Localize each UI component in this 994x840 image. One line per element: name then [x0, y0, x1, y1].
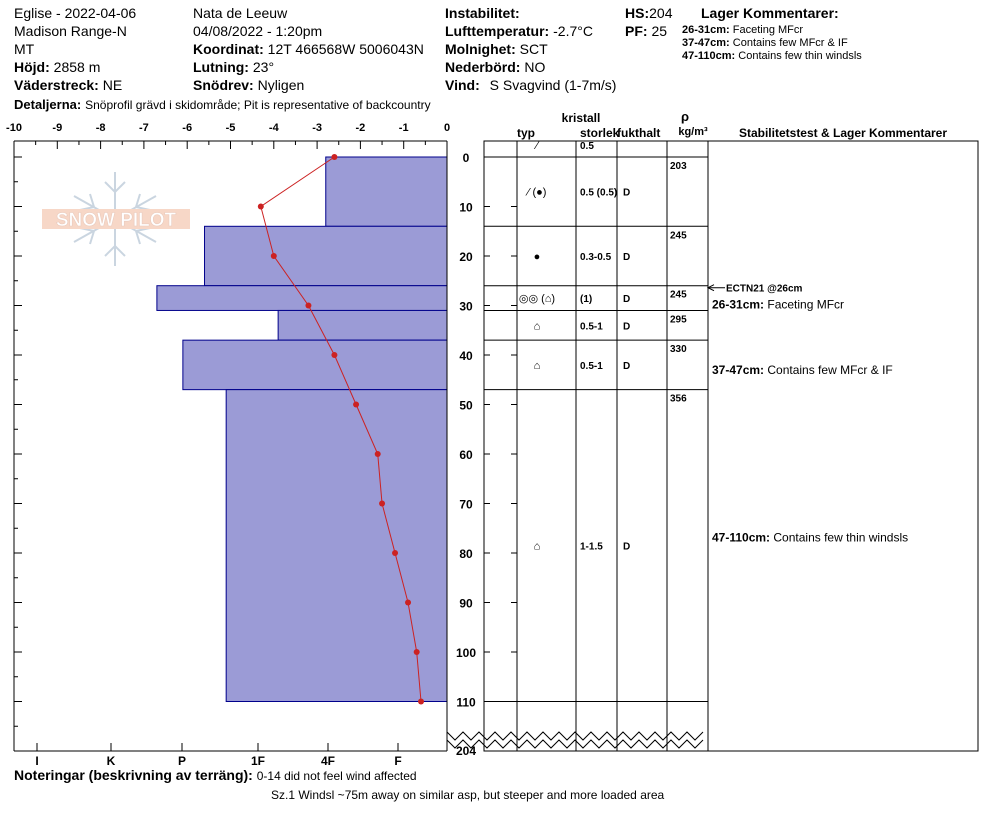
size-header: storlek [580, 126, 620, 140]
instability-label: Instabilitet: [445, 5, 520, 21]
range-name: Madison Range-N [14, 23, 127, 39]
density-unit-header: kg/m³ [678, 126, 708, 138]
layer-comment-text: Contains few thin windsls [738, 50, 862, 62]
layer-grain-size: 0.5-1 [580, 321, 603, 333]
layer-grain-symbol: ⌂ [533, 540, 541, 553]
layer-comment-range: 26-31cm: [682, 24, 730, 36]
layer-comment-range: 47-110cm: [682, 50, 736, 62]
temp-tick-label: -10 [6, 122, 22, 134]
temp-tick-label: -6 [182, 122, 193, 134]
sky-value: SCT [519, 41, 548, 57]
layer-comment-marker [712, 363, 893, 377]
layer-grain-size: (1) [580, 294, 593, 306]
notes-label: Noteringar (beskrivning av terräng): [14, 767, 253, 783]
hs-value: 204 [649, 5, 673, 21]
depth-tick-label: 10 [459, 200, 473, 215]
hardness-bar [278, 310, 447, 340]
layer-table [447, 109, 978, 751]
layer-density: 295 [670, 314, 687, 326]
layer-moisture: D [623, 294, 631, 306]
notes-line2: Sz.1 Windsl ~75m away on similar asp, but steeper and more loaded area [271, 788, 665, 802]
layer-grain-symbol: ⁄ (●) [527, 186, 547, 199]
coord-label: Koordinat: [193, 41, 264, 57]
layer-grain-symbol: ⌂ [533, 359, 541, 372]
temp-tick-label: -9 [52, 122, 63, 134]
hardness-tick-label: K [106, 754, 116, 768]
location-title: Eglise - 2022-04-06 [14, 5, 137, 21]
layer-moisture: D [623, 541, 631, 553]
hardness-tick-label: P [177, 754, 187, 768]
layer-comment-text: Faceting MFcr [732, 24, 804, 36]
layer-moisture: D [623, 252, 631, 263]
temperature-point [418, 699, 424, 705]
layer-comment-marker [712, 298, 844, 312]
sky-label: Molnighet: [445, 41, 516, 57]
depth-tick-label: 90 [459, 596, 473, 611]
hardness-bars [157, 157, 447, 702]
elevation-value: 2858 m [53, 59, 101, 75]
layer-comment-text: Contains few thin windsls [770, 530, 909, 545]
temperature-point [271, 253, 277, 259]
precip-label: Nederbörd: [445, 59, 521, 75]
depth-tick-label: 60 [459, 448, 473, 462]
depth-tick-label: 204 [455, 744, 477, 758]
temperature-point [375, 451, 381, 457]
depth-tick-label: 20 [459, 250, 473, 264]
layer-grain-size: 1-1.5 [580, 541, 603, 553]
depth-tick-label: 40 [459, 349, 473, 363]
layer-comment-text: Faceting MFcr [764, 297, 845, 312]
pf-label: PF: [625, 23, 648, 39]
wind-value: S Svagvind (1-7m/s) [489, 77, 617, 93]
notes-line1: 0-14 did not feel wind affected [256, 769, 417, 783]
layer-grain-size: 0.5 (0.5) [580, 187, 618, 199]
depth-tick-label: 70 [459, 497, 473, 512]
state-name: MT [14, 41, 35, 57]
stability-header: Stabilitetstest & Lager Kommentarer [738, 126, 948, 140]
depth-break-zigzag [447, 732, 703, 740]
precip-value: NO [524, 59, 546, 75]
slope-label: Lutning: [193, 59, 249, 75]
elevation-label: Höjd: [14, 59, 50, 75]
layer-comment-marker [712, 531, 908, 545]
temperature-point [414, 649, 420, 655]
temperature-point [331, 352, 337, 358]
snowfall-label: Snödrev: [193, 77, 254, 93]
temperature-point [331, 154, 337, 160]
temp-tick-label: -1 [398, 122, 409, 134]
temp-tick-label: -3 [312, 122, 322, 134]
layer-moisture: D [623, 187, 631, 199]
stability-test-label: ECTN21 @26cm [726, 283, 803, 295]
depth-tick-label: 110 [456, 695, 476, 710]
hardness-tick-label: I [35, 754, 39, 768]
depth-tick-label: 30 [459, 299, 473, 314]
depth-tick-label: 100 [455, 646, 477, 660]
layer-comment-range: 37-47cm: [682, 37, 730, 49]
layer-moisture: D [623, 360, 631, 372]
wind-label: Vind: [445, 77, 480, 93]
layer-comment-text: Contains few MFcr & IF [764, 363, 893, 378]
layer-grain-size: 0.5-1 [580, 360, 603, 372]
layer-density: 203 [670, 161, 687, 172]
layer-grain-symbol: ⌂ [533, 320, 541, 333]
hardness-bar [157, 286, 447, 311]
observer: Nata de Leeuw [193, 5, 288, 21]
layer-grain-symbol: ⁄ [536, 140, 538, 152]
layer-density: 356 [670, 393, 687, 405]
temp-tick-label: 0 [443, 122, 451, 134]
hardness-bar [326, 157, 447, 226]
airtemp-value: -2.7°C [553, 23, 593, 39]
hs-label: HS: [625, 5, 650, 21]
layer-comments-title: Lager Kommentarer: [701, 5, 839, 21]
details-label: Detaljerna: [14, 97, 82, 112]
layer-grain-size: 0.3-0.5 [580, 252, 612, 263]
depth-tick-label: 50 [459, 398, 473, 413]
temp-tick-label: -2 [355, 122, 366, 134]
depth-tick-label: 0 [462, 151, 470, 165]
pf-value: 25 [651, 23, 668, 39]
temp-tick-label: -7 [139, 122, 149, 134]
logo-text: SNOW PILOT [55, 210, 177, 231]
snowpilot-logo [42, 172, 190, 266]
crystal-header: kristall [561, 111, 601, 125]
layer-density: 245 [670, 289, 687, 301]
moisture-header: fukthalt [617, 126, 661, 140]
layer-comment-range: 37-47cm: [712, 363, 765, 378]
layer-density: 245 [670, 230, 687, 242]
hardness-bar [226, 390, 447, 702]
aspect-value: NE [102, 77, 123, 93]
temperature-point [405, 600, 411, 606]
temperature-point [305, 303, 311, 309]
temperature-point [353, 402, 359, 408]
temp-tick-label: -4 [268, 122, 279, 134]
aspect-label: Väderstreck: [14, 77, 99, 93]
layer-grain-size: 0.5 [580, 141, 594, 152]
coord-value: 12T 466568W 5006043N [267, 41, 424, 57]
hardness-bar [205, 226, 447, 285]
depth-break-zigzag [447, 740, 703, 748]
temp-tick-label: -5 [225, 122, 236, 134]
hardness-bar [183, 340, 447, 390]
table-frame [484, 141, 978, 751]
notes [14, 767, 417, 784]
temperature-point [392, 550, 398, 556]
details-value: Snöprofil grävd i skidområde; Pit is representative of backcountry [85, 98, 431, 112]
slope-value: 23° [252, 59, 275, 75]
temperature-point [379, 501, 385, 507]
depth-tick-label: 80 [459, 547, 473, 561]
datetime: 04/08/2022 - 1:20pm [193, 23, 323, 39]
hardness-tick-label: F [394, 754, 402, 768]
type-header: typ [517, 126, 535, 140]
hardness-tick-label: 4F [320, 754, 336, 768]
layer-grain-symbol: ● [533, 251, 541, 263]
layer-moisture: D [623, 321, 631, 333]
snowfall-value: Nyligen [257, 77, 305, 93]
layer-grain-symbol: ◎◎ (⌂) [518, 293, 556, 306]
layer-comment-text: Contains few MFcr & IF [732, 37, 848, 49]
layer-comment-range: 26-31cm: [712, 297, 765, 312]
layer-comment-range: 47-110cm: [712, 530, 771, 545]
hardness-tick-label: 1F [250, 754, 266, 768]
temp-tick-label: -8 [95, 122, 106, 134]
layer-density: 330 [670, 344, 687, 356]
density-rho-header: ρ [680, 109, 690, 124]
airtemp-label: Lufttemperatur: [445, 23, 550, 39]
temperature-point [258, 204, 264, 210]
